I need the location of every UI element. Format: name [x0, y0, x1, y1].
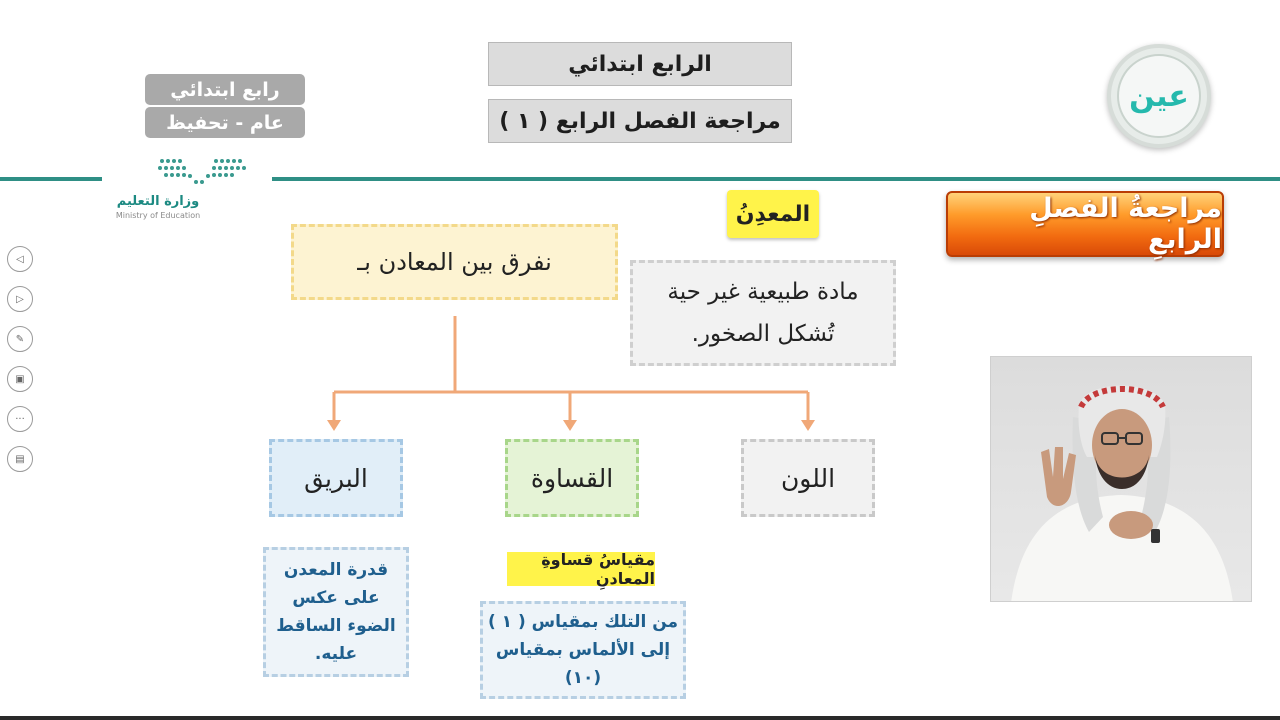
screen-icon[interactable]: ▣	[7, 366, 33, 392]
property-color-box	[741, 439, 875, 517]
mineral-definition-line-2: تُشكل الصخور.	[691, 321, 835, 347]
luster-description-line-2: على عكس	[292, 588, 380, 608]
chapter-review-banner-text: مراجعةُ الفصلِ الرابعِ	[1029, 193, 1222, 255]
luster-description-line-1: قدرة المعدن	[283, 560, 389, 580]
property-hardness-text: القساوة	[530, 463, 614, 493]
bottom-border	[0, 716, 1280, 720]
luster-description-box	[263, 547, 409, 677]
hardness-scale-line-1: من التلك بمقياس ( ١ )	[487, 612, 679, 632]
hardness-scale-label	[507, 552, 655, 586]
luster-description-line-4: عليه.	[314, 644, 358, 664]
next-icon[interactable]: ▷	[7, 286, 33, 312]
track-badge-text: عام - تحفيظ	[166, 111, 284, 134]
hardness-scale-label-text: مقياسُ قساوةِ المعادنِ	[541, 550, 655, 588]
present-icon[interactable]: ▤	[7, 446, 33, 472]
grade-badge-text: رابع ابتدائي	[170, 78, 280, 101]
pen-icon[interactable]: ✎	[7, 326, 33, 352]
hardness-scale-box	[480, 601, 686, 699]
mineral-definition-line-1: مادة طبيعية غير حية	[667, 279, 859, 305]
hardness-scale-line-2: إلى الألماس بمقياس	[495, 640, 671, 660]
prev-icon[interactable]: ◁	[7, 246, 33, 272]
presenter-video	[990, 356, 1252, 602]
ministry-name-en: Ministry of Education	[115, 211, 201, 220]
distinguish-minerals-text: نفرق بين المعادن بـ	[357, 248, 552, 276]
ein-logo-text: عين	[1129, 78, 1189, 114]
property-color-text: اللون	[780, 463, 836, 493]
presenter-figure-icon	[991, 357, 1252, 602]
hardness-scale-line-3: (١٠)	[564, 668, 602, 688]
lesson-title: مراجعة الفصل الرابع ( ١ )	[499, 108, 781, 134]
property-luster-box	[269, 439, 403, 517]
more-icon[interactable]: ···	[7, 406, 33, 432]
ministry-name-ar: وزارة التعليم	[116, 194, 200, 209]
property-hardness-box	[505, 439, 639, 517]
property-luster-text: البريق	[304, 463, 368, 493]
grade-title: الرابع ابتدائي	[568, 51, 712, 77]
luster-description-line-3: الضوء الساقط	[276, 616, 396, 636]
mineral-label-text: المعدِنُ	[735, 201, 811, 227]
